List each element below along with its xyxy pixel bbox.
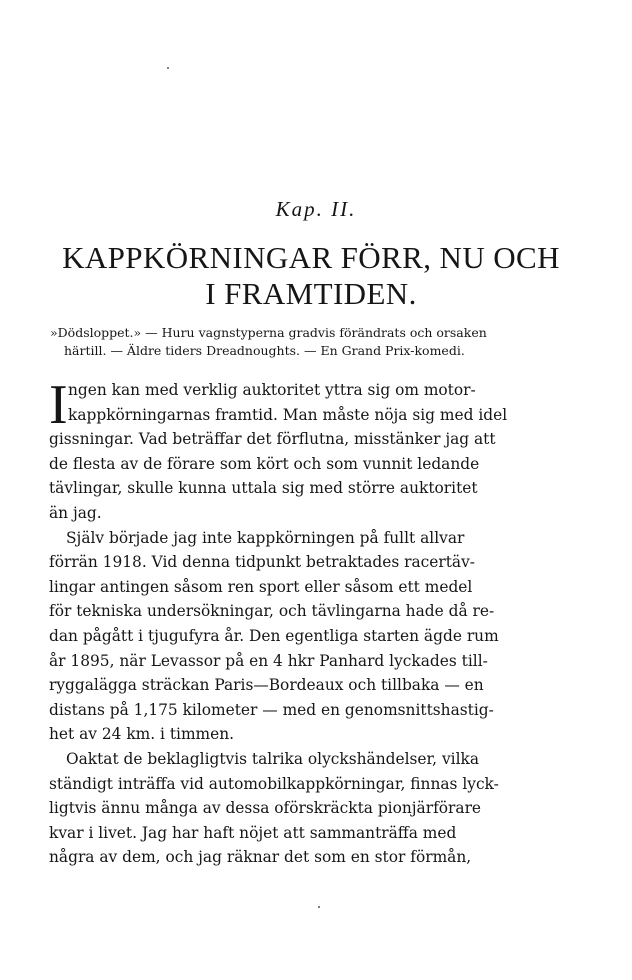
body-text xyxy=(49,374,579,870)
chapter-title-line-1: KAPPKÖRNINGAR FÖRR, NU OCH xyxy=(62,240,560,275)
chapter-title xyxy=(46,240,576,312)
paper-speck xyxy=(167,67,169,69)
text-line: gissningar. Vad beträffar det förflutna, misstänker jag att xyxy=(49,430,496,449)
text-line: några av dem, och jag räknar det som en stor förmån, xyxy=(49,848,472,867)
summary-line-2: härtill. — Äldre tiders Dreadnoughts. — En Grand Prix-komedi. xyxy=(64,343,465,358)
text-line: förrän 1918. Vid denna tidpunkt betraktades racertäv- xyxy=(49,553,476,572)
text-line: kvar i livet. Jag har haft nöjet att sammanträffa med xyxy=(49,823,457,842)
text-line: de flesta av de förare som kört och som vunnit ledande xyxy=(49,454,480,473)
drop-cap: I xyxy=(49,374,68,436)
chapter-summary xyxy=(50,324,580,360)
text-line: ryggalägga sträckan Paris—Bordeaux och tillbaka — en xyxy=(49,676,484,695)
text-line: ständigt inträffa vid automobilkappkörningar, finnas lyck- xyxy=(49,774,499,793)
text-line: Oaktat de beklagligtvis talrika olyckshändelser, vilka xyxy=(66,749,479,768)
chapter-heading: Kap. II. xyxy=(275,197,357,221)
paper-speck xyxy=(318,906,320,908)
text-line: för tekniska undersökningar, och tävlingarna hade då re- xyxy=(49,602,495,621)
summary-line-1: »Dödsloppet.» — Huru vagnstyperna gradvis förändrats och orsaken xyxy=(50,325,487,340)
text-line: kappkörningarnas framtid. Man måste nöja sig med idel xyxy=(68,405,508,424)
text-line: dan pågått i tjugufyra år. Den egentliga starten ägde rum xyxy=(49,626,499,645)
text-line: Själv började jag inte kappkörningen på fullt allvar xyxy=(66,528,465,547)
text-line: lingar antingen såsom ren sport eller såsom ett medel xyxy=(49,577,473,596)
text-line: tävlingar, skulle kunna uttala sig med större auktoritet xyxy=(49,479,478,498)
text-line: år 1895, när Levassor på en 4 hkr Panhard lyckades till- xyxy=(49,651,488,670)
text-line: het av 24 km. i timmen. xyxy=(49,725,235,744)
text-line: ngen kan med verklig auktoritet yttra sig om motor- xyxy=(68,381,476,399)
text-line: ligtvis ännu många av dessa oförskräckta pionjärförare xyxy=(49,799,482,818)
text-line: än jag. xyxy=(49,503,102,522)
chapter-title-line-2: I FRAMTIDEN. xyxy=(205,276,417,311)
text-line: distans på 1,175 kilometer — med en genomsnittshastig- xyxy=(49,700,494,719)
